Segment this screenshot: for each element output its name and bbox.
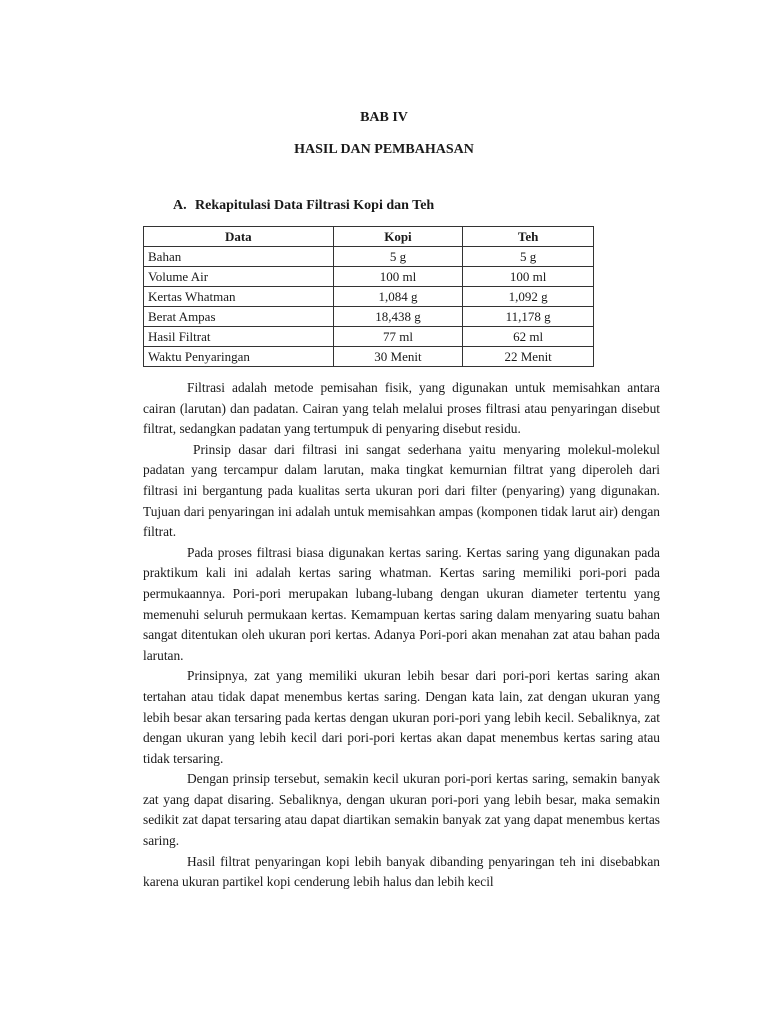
section-title: Rekapitulasi Data Filtrasi Kopi dan Teh	[195, 198, 435, 213]
table-header-teh: Teh	[463, 227, 594, 247]
table-cell: 18,438 g	[333, 307, 463, 327]
table-row	[144, 347, 594, 367]
paragraph: Pada proses filtrasi biasa digunakan kertas saring. Kertas saring yang digunakan pada praktikum kali ini adalah kertas saring whatman. Kertas saring memiliki pori-pori pada permukaannya. Pori-pori merupakan lubang-lubang dengan ukuran diameter tertentu yang memenuhi seluruh permukaan kertas. Kemampuan kertas saring dalam menyaring suatu bahan sangat ditentukan oleh ukuran pori kertas. Adanya Pori-pori akan menahan zat atau bahan pada larutan.	[143, 544, 660, 663]
table-cell: 1,084 g	[333, 287, 463, 307]
table-cell: Bahan	[144, 247, 334, 267]
body-text	[143, 378, 660, 893]
chapter-title: HASIL DAN PEMBAHASAN	[294, 142, 474, 157]
table-cell: 77 ml	[333, 327, 463, 347]
table-cell: 5 g	[333, 247, 463, 267]
chapter-label: BAB IV	[360, 110, 408, 125]
table-header-kopi: Kopi	[333, 227, 463, 247]
table-row	[144, 247, 594, 267]
table-cell: 5 g	[463, 247, 594, 267]
paragraph: Dengan prinsip tersebut, semakin kecil ukuran pori-pori kertas saring, semakin banyak zat yang dapat disaring. Sebaliknya, dengan ukuran pori-pori yang lebih besar, maka semakin sedikit zat dapat tersaring atau dapat diartikan semakin banyak zat yang dapat menembus kertas saring.	[143, 771, 660, 849]
table-cell: 22 Menit	[463, 347, 594, 367]
paragraph: Prinsip dasar dari filtrasi ini sangat sederhana yaitu menyaring molekul-molekul padatan yang tercampur dalam larutan, maka tingkat kemurnian filtrat yang diperoleh dari filtrasi ini bergantung pada kualitas serta ukuran pori dari filter (penyaring) yang digunakan. Tujuan dari penyaringan ini adalah untuk memisahkan ampas (komponen tidak larut air) dengan filtrat.	[143, 441, 660, 540]
table-cell: 62 ml	[463, 327, 594, 347]
paragraph: Hasil filtrat penyaringan kopi lebih banyak dibanding penyaringan teh ini disebabkan karena ukuran partikel kopi cenderung lebih halus dan lebih kecil	[143, 853, 660, 890]
table-header-row	[144, 227, 594, 247]
table-header-data: Data	[144, 227, 334, 247]
table-cell: Waktu Penyaringan	[144, 347, 334, 367]
table-cell: Berat Ampas	[144, 307, 334, 327]
table-cell: Kertas Whatman	[144, 287, 334, 307]
table-cell: Volume Air	[144, 267, 334, 287]
data-table	[143, 226, 594, 367]
table-cell: 11,178 g	[463, 307, 594, 327]
table-row	[144, 287, 594, 307]
table-row	[144, 307, 594, 327]
table-row	[144, 267, 594, 287]
table-cell: 1,092 g	[463, 287, 594, 307]
paragraph: Filtrasi adalah metode pemisahan fisik, yang digunakan untuk memisahkan antara cairan (larutan) dan padatan. Cairan yang telah melalui proses filtrasi atau penyaringan disebut filtrat, sedangkan padatan yang tertumpuk di penyaring disebut residu.	[143, 380, 660, 437]
paragraph: Prinsipnya, zat yang memiliki ukuran lebih besar dari pori-pori kertas saring akan tertahan atau tidak dapat menembus kertas saring. Dengan kata lain, zat dengan ukuran yang lebih besar akan tersaring pada kertas dengan ukuran pori-pori yang lebih kecil. Sebaliknya, zat dengan ukuran yang lebih kecil dari pori-pori kertas akan dapat menembus kertas saring atau tidak tersaring.	[143, 668, 660, 766]
table-cell: 30 Menit	[333, 347, 463, 367]
table-row	[144, 327, 594, 347]
table-cell: Hasil Filtrat	[144, 327, 334, 347]
section-heading	[173, 198, 434, 214]
table-cell: 100 ml	[463, 267, 594, 287]
table-cell: 100 ml	[333, 267, 463, 287]
section-number: A.	[173, 198, 187, 213]
